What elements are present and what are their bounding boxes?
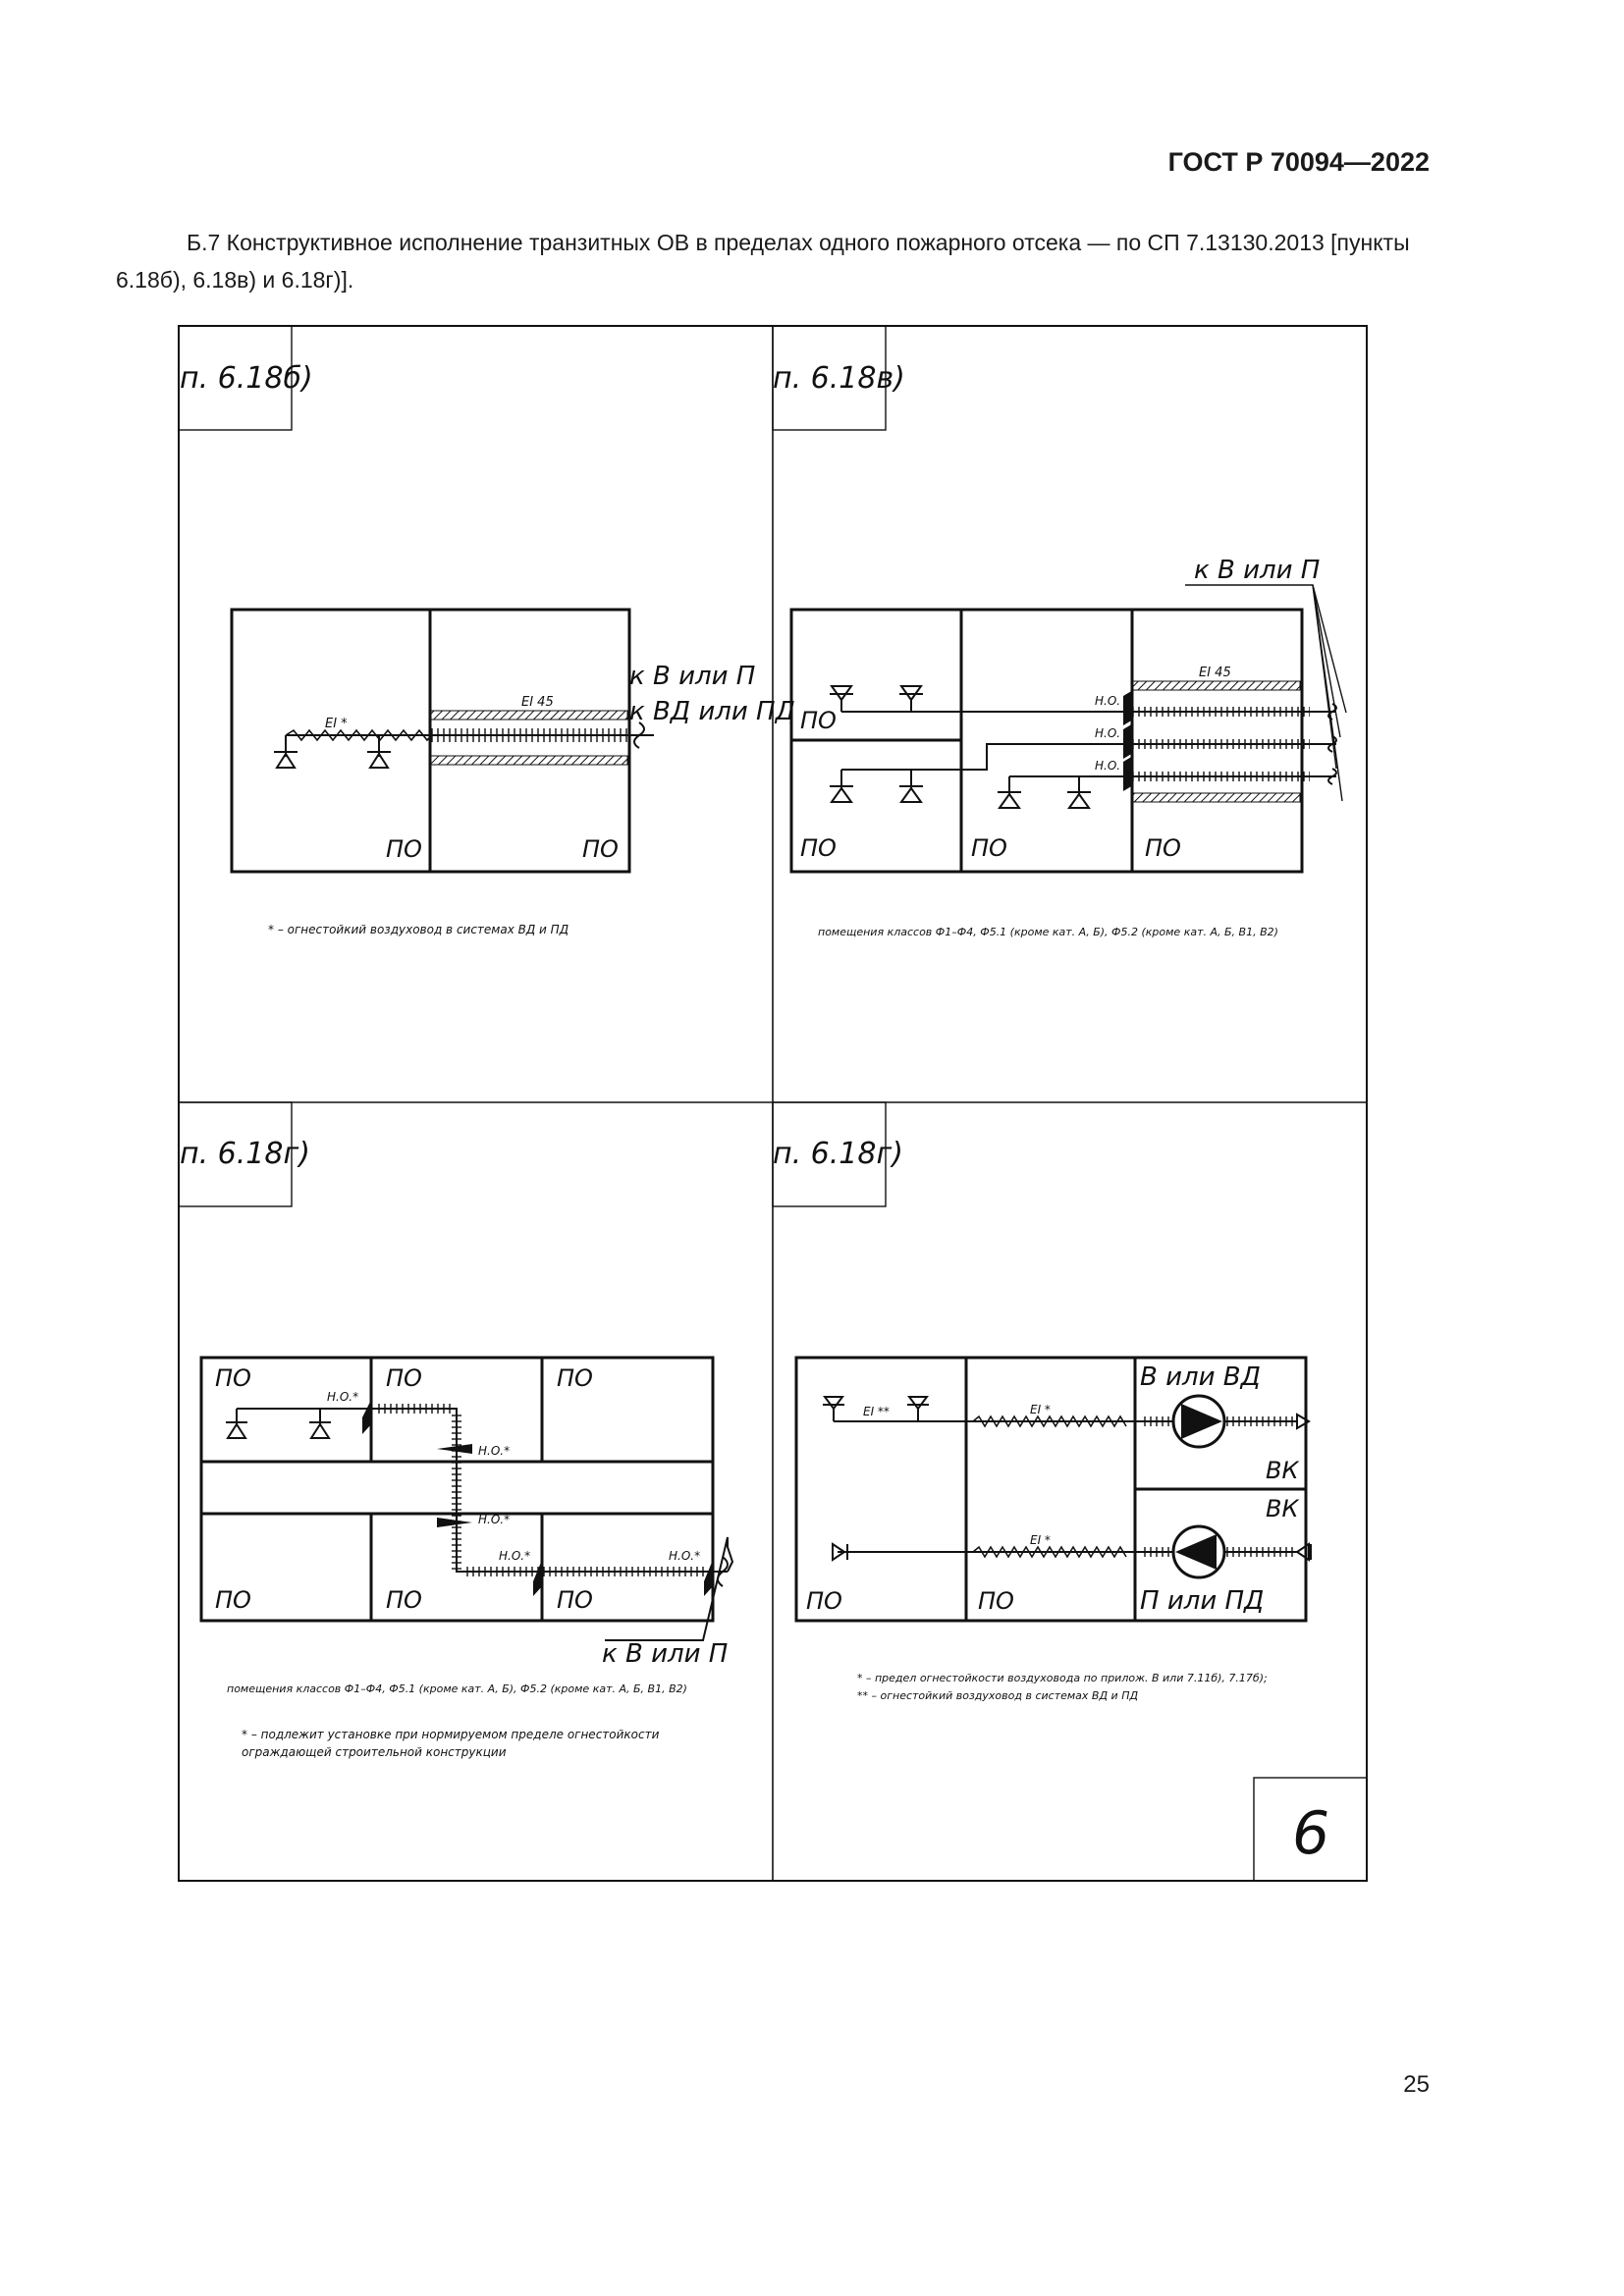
supply-fan-icon [1173,1526,1224,1577]
panel-v-room-2: ПО [800,834,837,862]
panel-v-note: помещения классов Ф1–Ф4, Ф5.1 (кроме кат. А, Б), Ф5.2 (кроме кат. А, Б, В1, В2) [818,926,1278,938]
panel-b-ei45: EI 45 [521,695,554,710]
panel-b-title: п. 6.18б) [180,361,313,396]
drawing-sheet [178,325,1368,1882]
panel-g2-room-1: ПО [806,1587,842,1615]
body-paragraph: Б.7 Конструктивное исполнение транзитных ОВ в пределах одного пожарного отсека — по СП 7.13130.2013 [пункты 6.18б), 6.18в) и 6.18г)]. [116,230,1410,293]
panel-v-dest: к В или П [1194,556,1321,585]
panel-6-18g-right [773,1102,1367,1881]
panel-g1-note-star-2: ограждающей строительной конструкции [242,1745,507,1759]
panel-g1-no-3: Н.О.* [478,1513,511,1526]
panel-g2-note-2: ** – огнестойкий воздуховод в системах ВД и ПД [857,1689,1139,1702]
panel-g2-ei-1: EI * [1030,1403,1051,1416]
panel-g2-p-or-pd: П или ПД [1140,1586,1265,1616]
panel-6-18b [179,326,795,936]
panel-v-no-1: Н.О. [1095,694,1121,708]
panel-g1-no-4: Н.О.* [499,1549,531,1563]
panel-g1-room-6: ПО [557,1586,593,1614]
standard-code: ГОСТ Р 70094—2022 [1167,147,1430,177]
panel-v-ei45: EI 45 [1199,666,1231,680]
panel-b-room-right: ПО [582,835,619,863]
panel-g2-room-2: ПО [978,1587,1014,1615]
panel-g2-title: п. 6.18г) [773,1137,903,1171]
panel-b-note: * – огнестойкий воздуховод в системах ВД и ПД [268,923,569,936]
panel-g1-room-4: ПО [215,1586,251,1614]
panel-v-no-3: Н.О. [1095,759,1121,773]
panel-b-ei: EI * [325,717,348,731]
panel-g1-no-2: Н.О.* [478,1444,511,1458]
panel-g2-v-or-vd: В или ВД [1140,1362,1261,1392]
panel-g1-dest: к В или П [602,1639,729,1669]
panel-b-dest-2: к ВД или ПД [629,697,795,726]
panel-g1-no-5: Н.О.* [669,1549,701,1563]
sheet-number: 6 [1292,1799,1330,1868]
panel-g2-note-1: * – предел огнестойкости воздуховода по прилож. В или 7.11б), 7.17б); [857,1672,1268,1684]
panel-g1-room-1: ПО [215,1364,251,1392]
panel-g1-title: п. 6.18г) [180,1137,310,1171]
panel-g2-ei2star: EI ** [863,1405,890,1418]
panel-6-18v [773,326,1346,938]
page-number: 25 [1403,2071,1430,2098]
panel-v-no-2: Н.О. [1095,726,1121,740]
panel-g1-room-3: ПО [557,1364,593,1392]
panel-b-dest-1: к В или П [629,662,756,691]
panel-v-room-1: ПО [800,707,837,734]
panel-g2-vk-1: ВК [1266,1457,1299,1484]
panel-g1-room-2: ПО [386,1364,422,1392]
panel-g1-note-classes: помещения классов Ф1–Ф4, Ф5.1 (кроме кат. А, Б), Ф5.2 (кроме кат. А, Б, В1, В2) [227,1682,687,1695]
panel-b-room-left: ПО [386,835,422,863]
exhaust-fan-icon [1173,1396,1224,1447]
panel-g1-no-1: Н.О.* [327,1390,359,1404]
panel-g1-room-5: ПО [386,1586,422,1614]
panel-6-18g-left [179,1102,732,1759]
panel-v-title: п. 6.18в) [773,361,905,396]
panel-v-room-4: ПО [1145,834,1181,862]
panel-g2-vk-2: ВК [1266,1495,1299,1522]
panel-g1-note-star-1: * – подлежит установке при нормируемом пределе огнестойкости [242,1728,660,1741]
panel-g2-ei-2: EI * [1030,1533,1051,1547]
panel-v-room-3: ПО [971,834,1007,862]
